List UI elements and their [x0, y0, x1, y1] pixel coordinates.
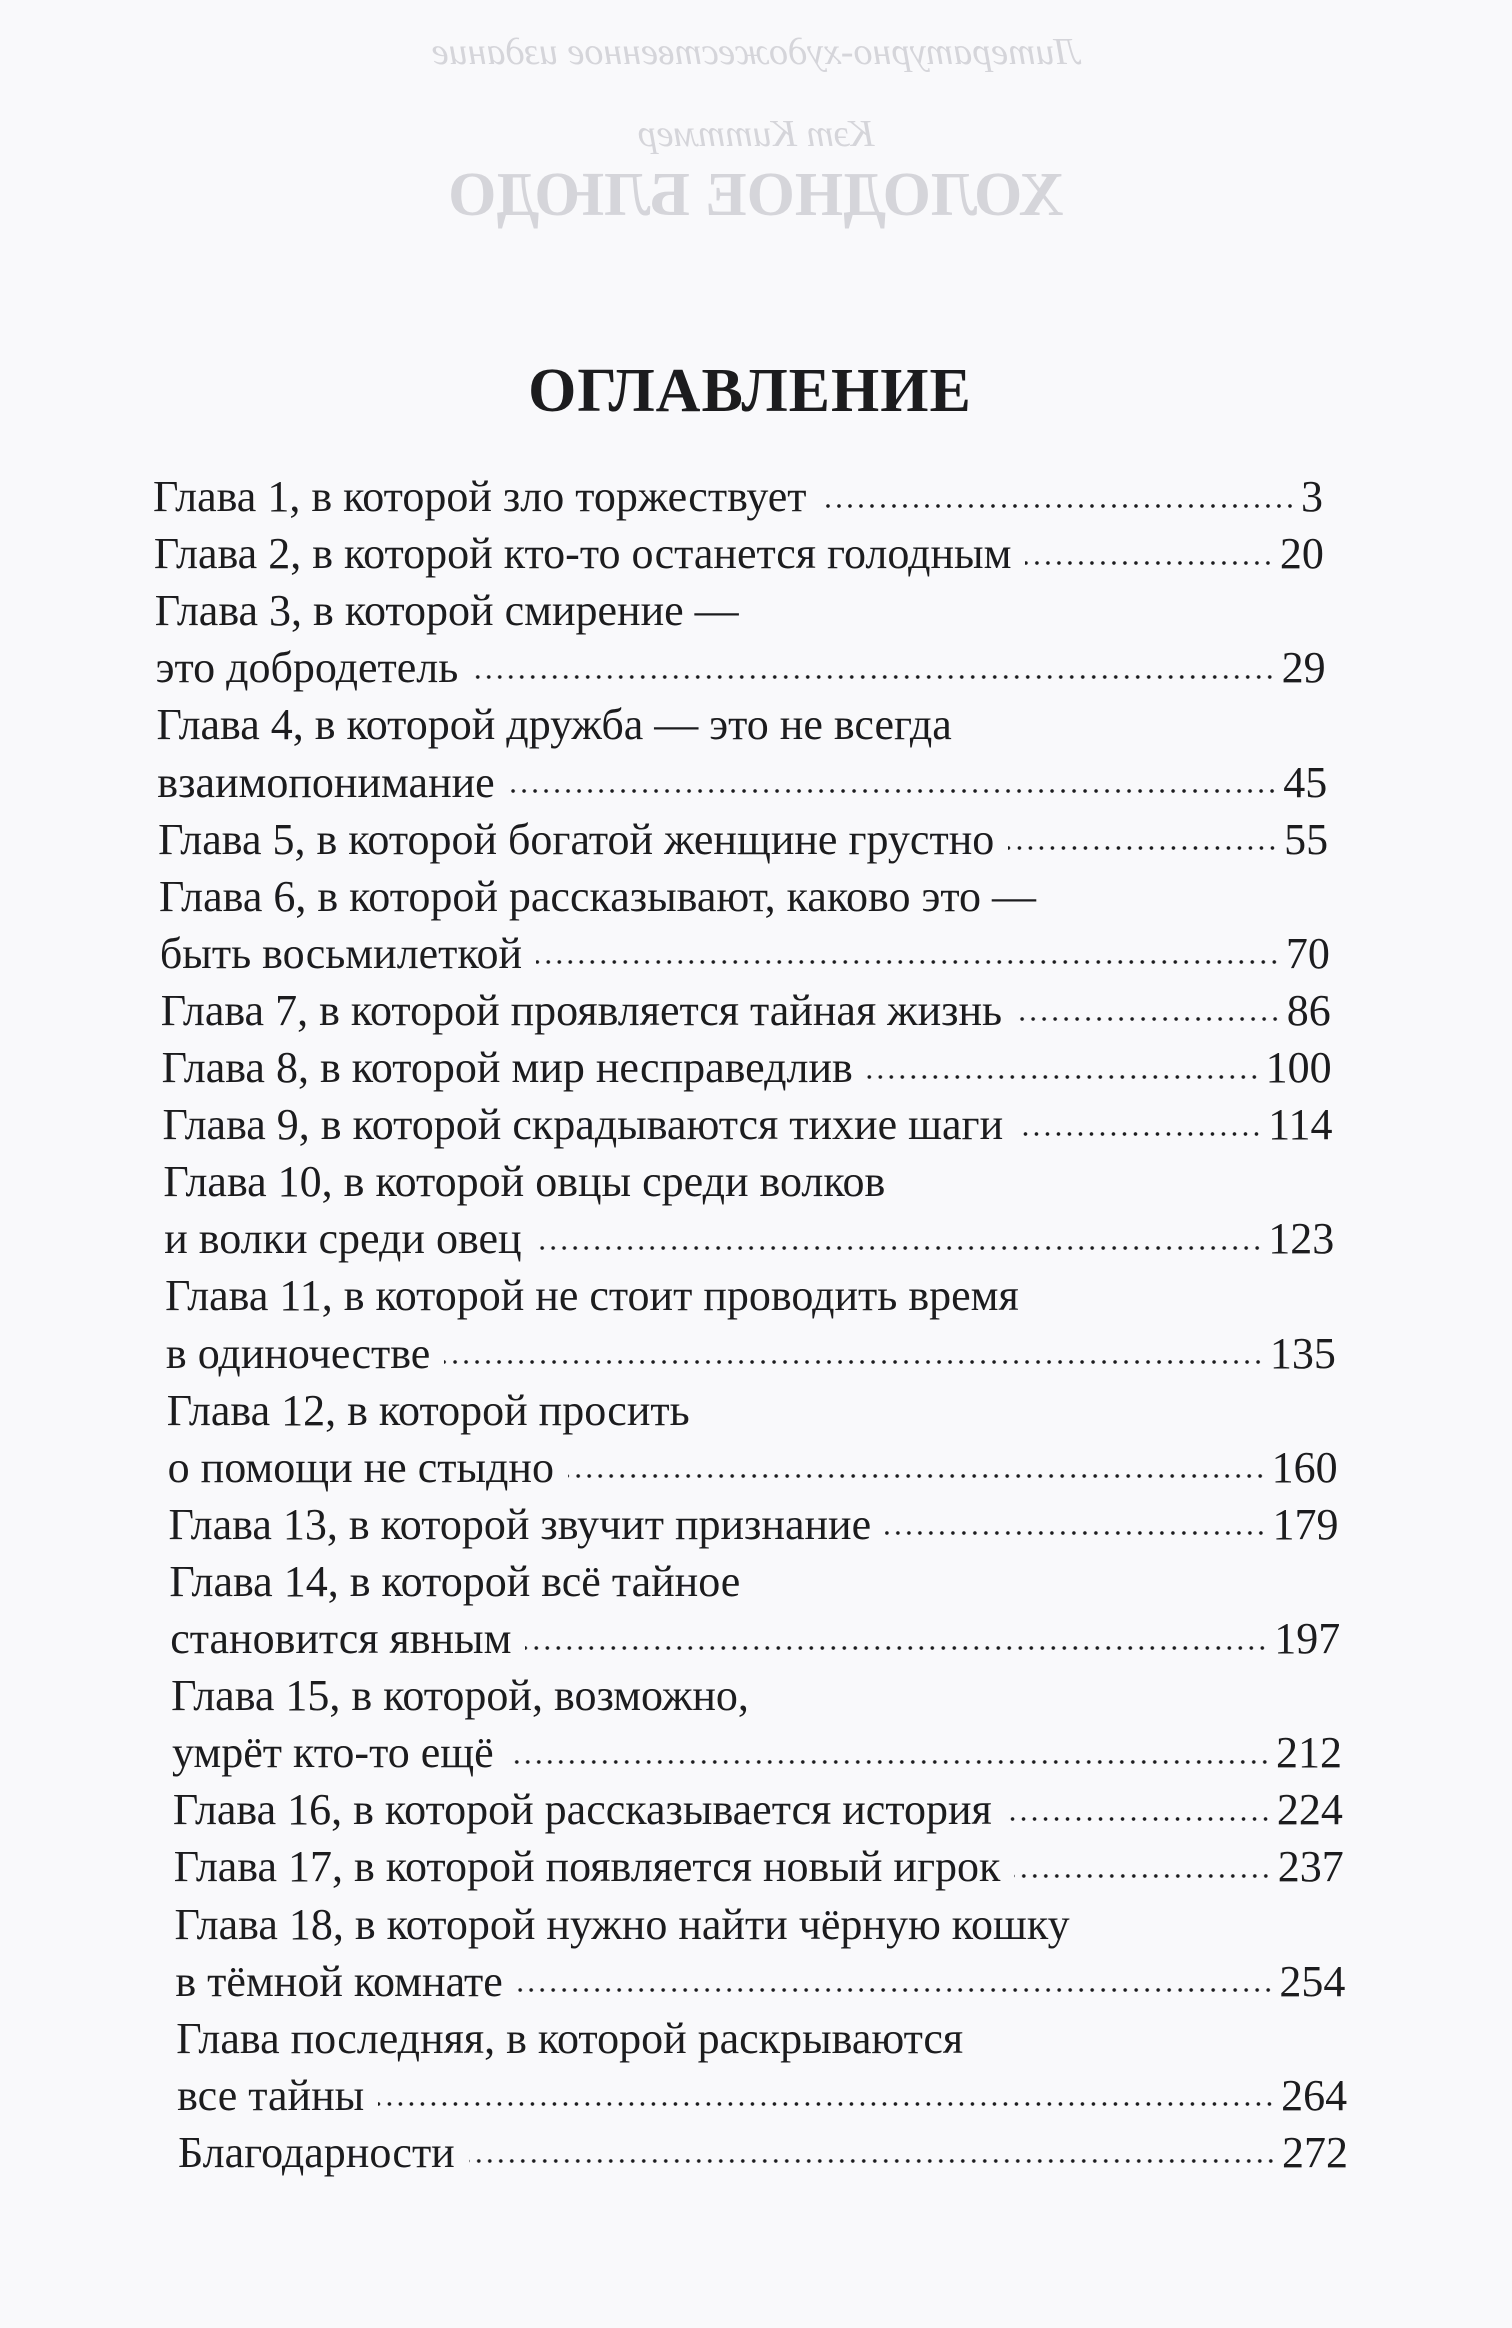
toc-line [165, 1267, 1335, 1324]
toc-page-number: 212 [1275, 1728, 1342, 1778]
dot-leader [1017, 1131, 1262, 1137]
dot-leader [1025, 560, 1273, 566]
dot-leader [472, 674, 1275, 680]
dot-leader [1006, 1816, 1271, 1822]
toc-entry-text: это добродетель [155, 643, 459, 693]
toc-entry-text: Глава 11, в которой не стоит проводить время [165, 1271, 1019, 1321]
toc-line [164, 1210, 1334, 1267]
toc-entry-text: Глава 15, в которой, возможно, [171, 1671, 749, 1721]
toc-line [172, 1724, 1342, 1781]
toc-line [178, 2124, 1348, 2181]
toc-line [167, 1382, 1337, 1439]
toc-entry-text: Глава 12, в которой просить [166, 1385, 690, 1435]
toc-entry-text: в тёмной комнате [175, 1956, 503, 2006]
toc-entry-text: Глава 8, в которой мир несправедлив [161, 1043, 853, 1092]
toc-line [155, 582, 1325, 639]
toc-entry-text: Глава 3, в которой смирение — [154, 586, 739, 636]
toc-entry-text: Благодарности [178, 2127, 455, 2177]
toc-line [156, 696, 1326, 753]
toc-entry-text: Глава 1, в которой зло торжествует [153, 472, 807, 521]
toc-entry-text: Глава 13, в которой звучит признание [168, 1499, 872, 1549]
toc-entry-text: о помощи не стыдно [167, 1442, 554, 1492]
toc-page-number: 114 [1268, 1100, 1333, 1150]
dot-leader [821, 503, 1295, 509]
toc-page-number: 197 [1274, 1614, 1341, 1663]
toc-entry-text: Глава 16, в которой рассказывается история [172, 1785, 992, 1835]
toc-entry-text: Глава 10, в которой овцы среди волков [163, 1157, 886, 1207]
toc-entry-text: все тайны [177, 2070, 365, 2120]
toc-entry-text: становится явным [170, 1614, 512, 1663]
toc-page-number: 135 [1269, 1328, 1336, 1378]
toc-line [163, 1153, 1333, 1210]
toc-page-number: 3 [1301, 472, 1323, 521]
toc-page-number: 45 [1283, 757, 1328, 807]
toc-line [174, 1838, 1344, 1895]
dot-leader [517, 1987, 1274, 1993]
toc-entry-text: Глава 18, в которой нужно найти чёрную кошку [174, 1899, 1070, 1949]
toc-entry-text: Глава 4, в которой дружба — это не всегда [156, 700, 952, 750]
toc-page-number: 86 [1286, 985, 1331, 1035]
dot-leader [525, 1645, 1268, 1651]
toc-line [154, 525, 1324, 582]
dot-leader [536, 1245, 1263, 1251]
page-title: ОГЛАВЛЕНИЕ [528, 357, 972, 425]
toc-line [166, 1325, 1336, 1382]
toc-page-number: 224 [1276, 1785, 1343, 1835]
dot-leader [867, 1074, 1260, 1080]
toc-line [156, 639, 1326, 696]
toc-line [173, 1781, 1343, 1838]
dot-leader [1014, 1873, 1271, 1879]
toc-line [168, 1439, 1338, 1496]
bleed-through-series-line: Литературно-художественное издание [431, 31, 1081, 73]
toc-page-number: 237 [1277, 1842, 1344, 1892]
toc-line [169, 1496, 1339, 1553]
dot-leader [378, 2101, 1275, 2107]
toc-page-number: 20 [1279, 529, 1324, 579]
toc-line [175, 1953, 1345, 2010]
toc-line [175, 1896, 1345, 1953]
toc-page-number: 123 [1268, 1214, 1335, 1264]
toc-line [153, 468, 1323, 525]
dot-leader [568, 1473, 1266, 1479]
toc-entry-text: быть восьмилеткой [159, 928, 523, 978]
toc-page-number: 70 [1285, 928, 1330, 978]
toc-line [176, 2010, 1346, 2067]
toc-line [162, 1096, 1332, 1153]
dot-leader [1008, 845, 1278, 851]
toc-line [170, 1610, 1340, 1667]
toc-entry-text: Глава 6, в которой рассказывают, каково это — [159, 871, 1037, 921]
toc-page-number: 264 [1281, 2070, 1348, 2120]
toc-entry-text: Глава 17, в которой появляется новый игрок [173, 1842, 1001, 1892]
dot-leader [1016, 1016, 1281, 1022]
toc-entry-text: Глава 5, в которой богатой женщине грустно [158, 814, 995, 864]
toc-entry-text: Глава 14, в которой всё тайное [169, 1556, 741, 1606]
toc-entry-text: Глава последняя, в которой раскрываются [176, 2013, 964, 2063]
toc-page-number: 55 [1284, 814, 1329, 864]
toc-page-number: 272 [1282, 2127, 1348, 2177]
toc-page-number: 29 [1281, 643, 1326, 693]
toc-page-number: 160 [1271, 1442, 1338, 1492]
bleed-through-book-title: ХОЛОДНОЕ БЛЮДО [448, 161, 1064, 229]
toc-line [159, 868, 1329, 925]
toc-page-number: 100 [1265, 1043, 1332, 1092]
toc-line [160, 925, 1330, 982]
dot-leader [469, 2158, 1276, 2164]
toc-entry-text: Глава 2, в которой кто-то останется голодным [153, 529, 1012, 579]
toc-entry-text: в одиночестве [165, 1328, 431, 1378]
toc-line [158, 811, 1328, 868]
toc-entry-text: взаимопонимание [157, 757, 495, 807]
toc-entry-text: Глава 9, в которой скрадываются тихие шаги [162, 1100, 1004, 1150]
toc-line [162, 1039, 1332, 1096]
toc-line [169, 1553, 1339, 1610]
toc-page-number: 179 [1272, 1499, 1339, 1549]
toc-line [157, 754, 1327, 811]
dot-leader [508, 1759, 1270, 1765]
toc-line [177, 2067, 1347, 2124]
toc-line [161, 982, 1331, 1039]
bleed-through-author: Кэт Киттмер [637, 113, 875, 155]
dot-leader [536, 959, 1280, 965]
toc-entry-text: и волки среди овец [164, 1214, 522, 1264]
dot-leader [885, 1530, 1266, 1536]
toc-entry-text: умрёт кто-то ещё [171, 1728, 494, 1778]
toc-page-number: 254 [1279, 1956, 1346, 2006]
dot-leader [444, 1359, 1264, 1365]
toc-line [171, 1667, 1341, 1724]
dot-leader [509, 788, 1278, 794]
toc-entry-text: Глава 7, в которой проявляется тайная жизнь [160, 985, 1003, 1035]
